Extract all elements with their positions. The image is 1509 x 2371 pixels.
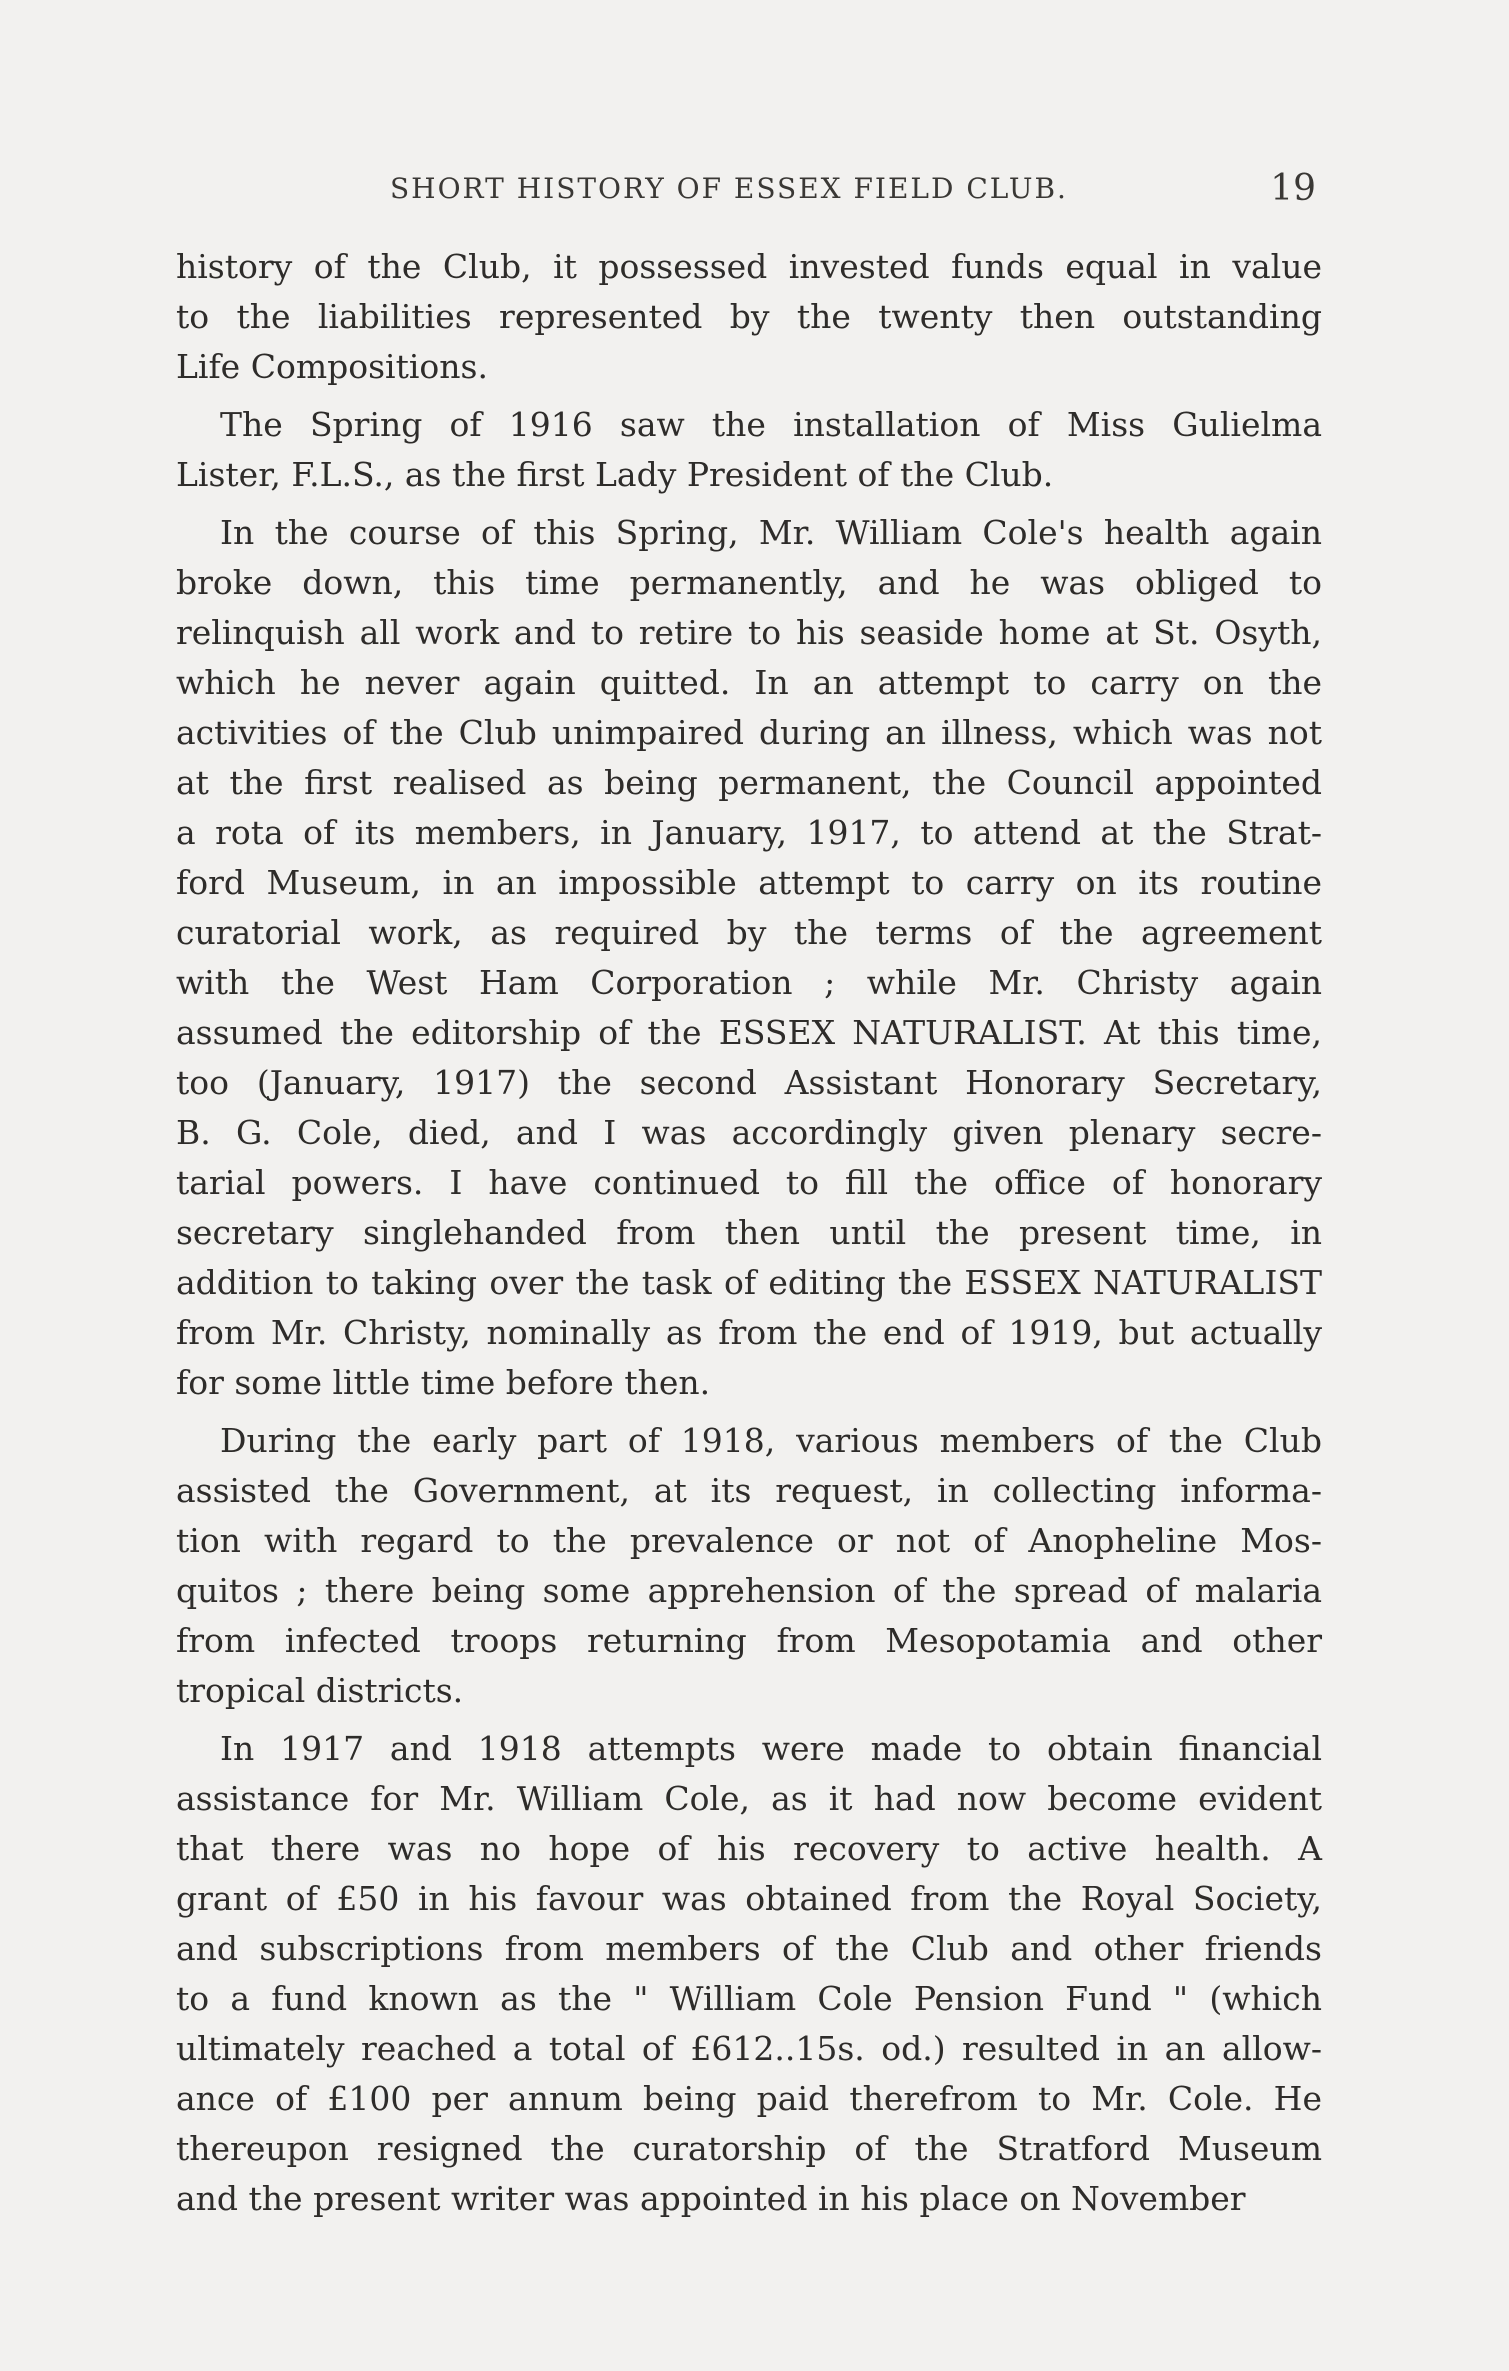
paragraph bbox=[176, 508, 1322, 1408]
text-line: at the first realised as being permanent, the Council appointed bbox=[176, 763, 1322, 802]
text-line: ance of £100 per annum being paid therefrom to Mr. Cole. He bbox=[176, 2079, 1322, 2118]
text-line: In the course of this Spring, Mr. William Cole's health again bbox=[220, 513, 1322, 552]
paragraph-gap bbox=[176, 392, 1322, 400]
text-line: grant of £50 in his favour was obtained from the Royal Society, bbox=[176, 1879, 1322, 1918]
page-header bbox=[176, 168, 1322, 224]
text-line: B. G. Cole, died, and I was accordingly given plenary secre- bbox=[176, 1113, 1322, 1152]
text-line: too (January, 1917) the second Assistant Honorary Secretary, bbox=[176, 1063, 1322, 1102]
text-line: which he never again quitted. In an attempt to carry on the bbox=[176, 663, 1322, 702]
text-line: secretary singlehanded from then until the present time, in bbox=[176, 1213, 1322, 1252]
paragraph bbox=[176, 1416, 1322, 1716]
text-line: a rota of its members, in January, 1917, to attend at the Strat- bbox=[176, 813, 1322, 852]
text-line: relinquish all work and to retire to his seaside home at St. Osyth, bbox=[176, 613, 1322, 652]
text-line: tion with regard to the prevalence or not of Anopheline Mos- bbox=[176, 1521, 1322, 1560]
text-line: from infected troops returning from Mesopotamia and other bbox=[176, 1621, 1322, 1660]
paragraph-gap bbox=[176, 500, 1322, 508]
text-line: assumed the editorship of the ESSEX NATURALIST. At this time, bbox=[176, 1013, 1322, 1052]
text-line: In 1917 and 1918 attempts were made to obtain financial bbox=[220, 1729, 1322, 1768]
paragraph-gap bbox=[176, 1716, 1322, 1724]
text-line: quitos ; there being some apprehension of the spread of malaria bbox=[176, 1571, 1322, 1610]
body-text bbox=[176, 242, 1322, 2224]
text-line: curatorial work, as required by the terms of the agreement bbox=[176, 913, 1322, 952]
text-line: assistance for Mr. William Cole, as it had now become evident bbox=[176, 1779, 1322, 1818]
text-line: broke down, this time permanently, and he was obliged to bbox=[176, 563, 1322, 602]
text-line: activities of the Club unimpaired during an illness, which was not bbox=[176, 713, 1322, 752]
text-line: addition to taking over the task of editing the ESSEX NATURALIST bbox=[176, 1263, 1322, 1302]
text-line: to a fund known as the " William Cole Pension Fund " (which bbox=[176, 1979, 1322, 2018]
text-line: Lister, F.L.S., as the first Lady President of the Club. bbox=[176, 455, 1054, 494]
text-line: The Spring of 1916 saw the installation of Miss Gulielma bbox=[220, 405, 1322, 444]
running-title: SHORT HISTORY OF ESSEX FIELD CLUB. bbox=[390, 172, 1068, 205]
text-line: history of the Club, it possessed invested funds equal in value bbox=[176, 247, 1322, 286]
text-line: with the West Ham Corporation ; while Mr. Christy again bbox=[176, 963, 1322, 1002]
paragraph bbox=[176, 242, 1322, 392]
text-line: and subscriptions from members of the Club and other friends bbox=[176, 1929, 1322, 1968]
paragraph bbox=[176, 1724, 1322, 2224]
text-line: ultimately reached a total of £612..15s. od.) resulted in an allow- bbox=[176, 2029, 1322, 2068]
text-line: from Mr. Christy, nominally as from the end of 1919, but actually bbox=[176, 1313, 1322, 1352]
text-line: assisted the Government, at its request, in collecting informa- bbox=[176, 1471, 1322, 1510]
text-line: tarial powers. I have continued to fill the office of honorary bbox=[176, 1163, 1322, 1202]
paragraph bbox=[176, 400, 1322, 500]
paragraph-gap bbox=[176, 1408, 1322, 1416]
text-line: During the early part of 1918, various members of the Club bbox=[220, 1421, 1322, 1460]
text-line: tropical districts. bbox=[176, 1671, 464, 1710]
text-line: Life Compositions. bbox=[176, 347, 488, 386]
page-number: 19 bbox=[1270, 168, 1316, 209]
text-line: thereupon resigned the curatorship of the Stratford Museum bbox=[176, 2129, 1322, 2168]
text-line: that there was no hope of his recovery to active health. A bbox=[176, 1829, 1322, 1868]
text-line: ford Museum, in an impossible attempt to carry on its routine bbox=[176, 863, 1322, 902]
text-line: for some little time before then. bbox=[176, 1363, 711, 1402]
text-line: to the liabilities represented by the twenty then outstanding bbox=[176, 297, 1322, 336]
text-line: and the present writer was appointed in his place on November bbox=[176, 2179, 1246, 2218]
